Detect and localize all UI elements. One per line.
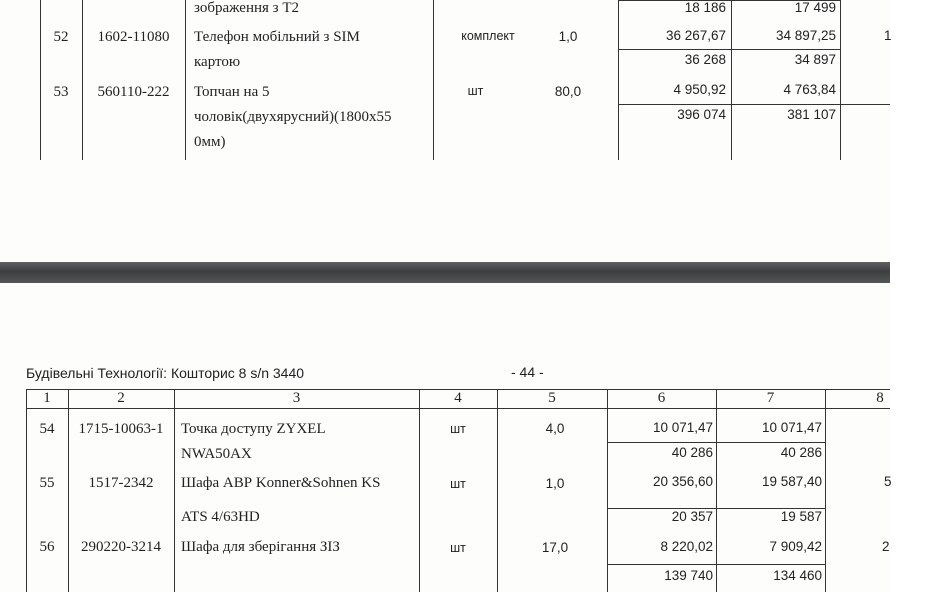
total-value: 139 740 [664, 568, 713, 583]
column-rule [185, 0, 186, 160]
document-page-bottom [0, 283, 890, 592]
column-header: 4 [454, 390, 462, 406]
column-header: 6 [657, 390, 666, 406]
total-value: 34 897 [794, 52, 836, 67]
price-value: 2 [882, 539, 890, 554]
column-header: 3 [292, 390, 301, 406]
item-name-line: Телефон мобільний з SIM [194, 29, 360, 45]
unit: шт [450, 541, 466, 555]
total-value: 20 357 [671, 509, 713, 524]
row-rule [607, 442, 825, 443]
item-name-line: NWA50AX [181, 446, 252, 462]
item-name-line: Шафа АВР Konner&Sohnen KS [181, 475, 381, 491]
item-name-line: ATS 4/63HD [181, 509, 260, 525]
column-rule [497, 389, 498, 592]
column-rule [607, 389, 608, 592]
item-code: 1602-11080 [97, 29, 170, 45]
quantity: 17,0 [541, 540, 569, 555]
unit: комплект [461, 29, 515, 43]
column-rule [40, 0, 41, 160]
item-code: 1517-2342 [88, 475, 154, 491]
row-rule [607, 564, 825, 565]
item-name-line: Топчан на 5 [194, 84, 270, 100]
quantity: 80,0 [554, 84, 582, 99]
unit: шт [450, 477, 466, 491]
row-rule [618, 49, 840, 50]
row-rule [618, 104, 890, 105]
total-value: 396 074 [677, 107, 726, 122]
total-value: 134 460 [773, 568, 822, 583]
column-rule [840, 0, 841, 160]
row-number: 56 [39, 539, 55, 555]
price-value: 7 909,42 [769, 539, 822, 554]
column-header: 8 [876, 390, 884, 406]
column-rule [433, 0, 434, 160]
total-value: 40 286 [780, 445, 822, 460]
price-value: 1 [884, 28, 892, 43]
price-value: 18 186 [684, 0, 726, 15]
item-name-line: 0мм) [194, 134, 226, 150]
quantity: 1,0 [545, 476, 565, 491]
quantity: 4,0 [545, 421, 565, 436]
unit: шт [467, 84, 484, 98]
column-rule [825, 389, 826, 592]
price-value: 19 587,40 [761, 474, 822, 489]
price-value: 10 071,47 [652, 420, 713, 435]
row-number: 55 [39, 475, 55, 491]
document-header: Будівельні Технології: Кошторис 8 s/n 3440 [26, 365, 305, 381]
item-name-line: Шафа для зберігання ЗІЗ [181, 539, 340, 555]
column-rule [82, 0, 83, 160]
unit: шт [450, 422, 466, 436]
total-value: 40 286 [671, 445, 713, 460]
price-value: 4 950,92 [673, 82, 726, 97]
total-value: 19 587 [780, 509, 822, 524]
page-number: - 44 - [511, 364, 544, 380]
row-number: 53 [53, 84, 69, 100]
document-page-top [0, 0, 890, 262]
column-rule [174, 389, 175, 592]
price-value: 8 220,02 [660, 539, 713, 554]
item-name-line: картою [194, 54, 241, 70]
column-header: 1 [43, 390, 51, 406]
row-number: 54 [39, 421, 55, 437]
column-header: 5 [548, 390, 556, 406]
page-divider-bar [0, 262, 890, 283]
item-name-line: Точка доступу ZYXEL [181, 421, 326, 437]
column-header: 2 [117, 390, 125, 406]
price-value: 34 897,25 [775, 28, 836, 43]
item-code: 290220-3214 [81, 539, 161, 555]
price-value: 36 267,67 [665, 28, 726, 43]
column-rule [731, 0, 732, 160]
price-value: 20 356,60 [652, 474, 713, 489]
total-value: 36 268 [684, 52, 726, 67]
row-number: 52 [53, 29, 69, 45]
item-code: 560110-222 [97, 84, 170, 100]
item-name-line: зображення з Т2 [194, 0, 299, 16]
total-value: 381 107 [787, 107, 836, 122]
item-name-line: чоловік(двухярусний)(1800х55 [194, 109, 392, 125]
column-rule [618, 0, 619, 160]
price-value: 10 071,47 [761, 420, 822, 435]
item-code: 1715-10063-1 [78, 421, 164, 437]
column-rule [716, 389, 717, 592]
column-header: 7 [766, 390, 775, 406]
price-value: 5 [884, 474, 892, 489]
price-value: 17 499 [794, 0, 836, 15]
table-rule [26, 408, 890, 409]
quantity: 1,0 [558, 29, 578, 44]
price-value: 4 763,84 [783, 82, 836, 97]
